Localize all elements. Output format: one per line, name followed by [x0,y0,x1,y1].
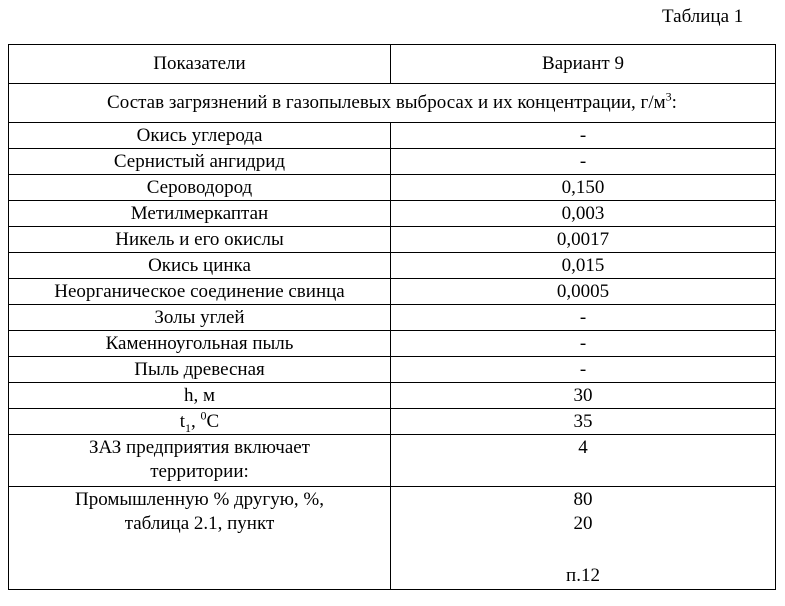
table-row [9,175,776,201]
row-value: 0,0005 [391,279,776,305]
table-caption: Таблица 1 [662,6,744,27]
temperature-symbol: t [179,411,186,432]
table-row [9,305,776,331]
temperature-label [9,409,391,435]
table-row [9,123,776,149]
section-sup: 3 [665,89,672,104]
row-label: Пыль древесная [9,357,391,383]
table-row [9,149,776,175]
table-row [9,201,776,227]
zaz-value: 4 [391,435,776,487]
temperature-unit: C [206,411,220,432]
zaz-row [9,435,776,487]
row-value: 0,150 [391,175,776,201]
header-variant: Вариант 9 [391,45,776,84]
height-value: 30 [391,383,776,409]
row-value: - [391,357,776,383]
industrial-values [391,487,776,590]
table-row [9,357,776,383]
industrial-value-3: п.12 [566,565,600,586]
table-row [9,279,776,305]
row-value: 0,0017 [391,227,776,253]
industrial-spacer [391,536,775,564]
row-label: Окись углерода [9,123,391,149]
temperature-separator: , [191,411,201,432]
row-label: Окись цинка [9,253,391,279]
data-table [8,44,776,590]
row-label: Неорганическое соединение свинца [9,279,391,305]
industrial-value-2: 20 [573,513,593,534]
row-value: 0,015 [391,253,776,279]
row-label: Метилмеркаптан [9,201,391,227]
zaz-label-line2: территории: [150,461,249,482]
temperature-value: 35 [391,409,776,435]
section-cell [9,84,776,123]
section-suffix: : [671,92,677,113]
row-label: Никель и его окислы [9,227,391,253]
temperature-degree: 0 [200,408,207,423]
temperature-subscript: 1 [185,420,192,435]
section-title: Состав загрязнений в газопылевых выбросах и их концентрации, г/м [107,92,666,113]
row-value: - [391,149,776,175]
industrial-row [9,487,776,590]
header-indicators: Показатели [9,45,391,84]
industrial-label [9,487,391,590]
row-label: Сернистый ангидрид [9,149,391,175]
industrial-label-line1: Промышленную % другую, %, [74,489,325,510]
row-label: Сероводород [9,175,391,201]
row-value: - [391,331,776,357]
zaz-label [9,435,391,487]
height-label: h, м [9,383,391,409]
industrial-label-line2: таблица 2.1, пункт [124,513,275,534]
temperature-row [9,409,776,435]
row-value: - [391,123,776,149]
table-row [9,253,776,279]
row-value: - [391,305,776,331]
row-value: 0,003 [391,201,776,227]
table-row [9,331,776,357]
row-label: Каменноугольная пыль [9,331,391,357]
row-label: Золы углей [9,305,391,331]
section-row [9,84,776,123]
zaz-label-line1: ЗАЗ предприятия включает [89,437,310,458]
table-row [9,227,776,253]
height-row [9,383,776,409]
header-row [9,45,776,84]
industrial-value-1: 80 [573,489,593,510]
